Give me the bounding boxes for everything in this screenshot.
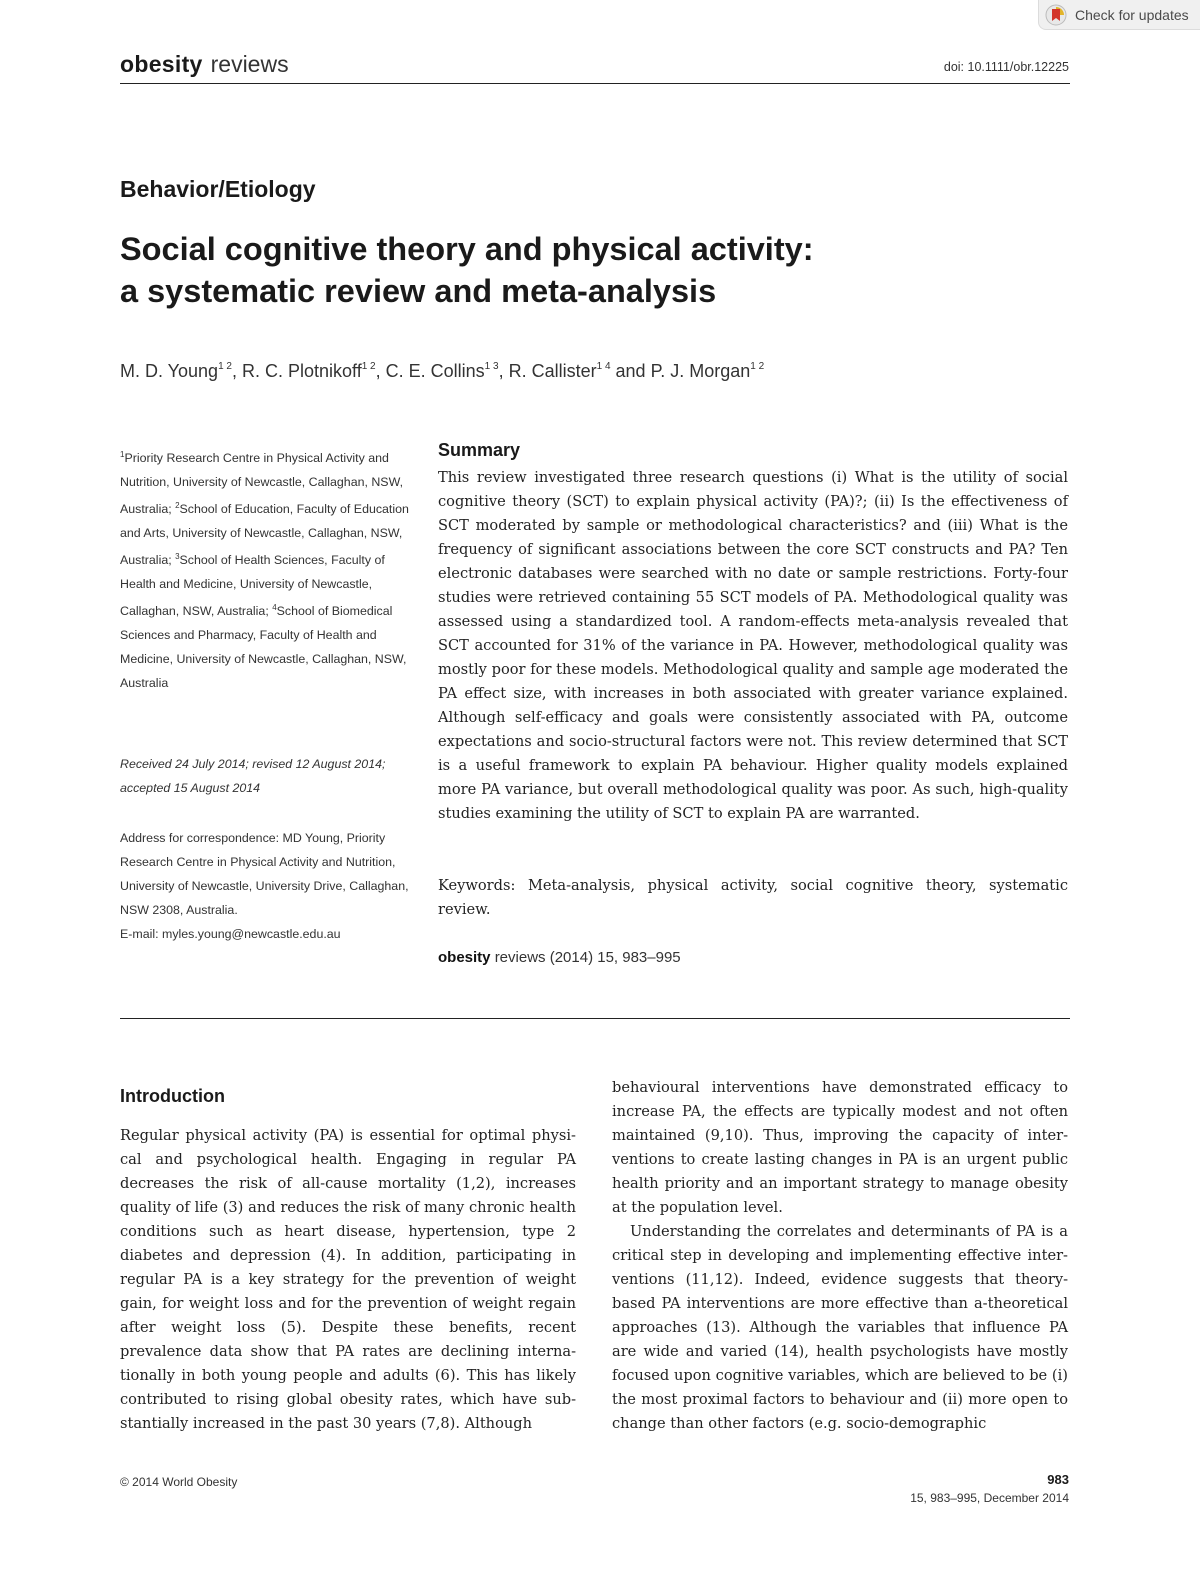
affiliation-text: School of Health Sciences, Faculty of Health and Medicine, University of Newcastle, Callaghan, NSW, Australia; — [120, 553, 385, 618]
introduction-heading: Introduction — [120, 1086, 225, 1106]
affiliations — [120, 443, 412, 695]
check-for-updates-label: Check for updates — [1075, 6, 1189, 23]
author-separator: , — [231, 361, 242, 381]
author-name: M. D. Young — [120, 361, 219, 381]
affiliation-marker: 2 — [175, 501, 180, 510]
summary-heading: Summary — [438, 440, 521, 460]
section-heading: Behavior/Etiology — [120, 176, 316, 202]
paragraph: behavioural interventions have demonstrated efficacy to increase PA, the effects are typically modest and not often maintained (9,10). Thus, improving the capacity of inter-ventions to create lasting changes in PA is an urgent public health priority and an important strategy to manage obesity at the population level. — [612, 1079, 1068, 1216]
body-column-left — [120, 1124, 576, 1436]
header-divider — [120, 83, 1070, 84]
author-name: R. Callister — [508, 361, 597, 381]
author-affiliation-marker: 1 3 — [484, 361, 499, 372]
citation-details: reviews (2014) 15, 983–995 — [494, 949, 681, 966]
issue-info: 15, 983–995, December 2014 — [910, 1491, 1069, 1505]
affiliation-text: School of Education, Faculty of Education and Arts, University of Newcastle, Callaghan, NSW, Australia; — [120, 502, 409, 567]
citation — [438, 946, 681, 970]
correspondence-address: Address for correspondence: MD Young, Priority Research Centre in Physical Activity and Nutrition, University of Newcastle, University Drive, Callaghan, NSW 2308, Australia. — [120, 831, 409, 917]
author-affiliation-marker: 1 2 — [218, 361, 232, 372]
author-separator: and — [610, 361, 651, 381]
article-title — [120, 228, 1070, 312]
affiliation-marker: 1 — [120, 450, 125, 459]
journal-name — [120, 50, 289, 78]
summary-text: This review investigated three research questions (i) What is the utility of social cognitive theory (SCT) to explain physical activity (PA)?; (ii) Is the effectiveness of SCT moderated by sample or methodological characteristics? and (iii) What is the frequency of significant associations between the core SCT constructs and PA? Ten electronic databases were searched with no date or sample restrictions. Forty-four studies were retrieved containing 55 SCT models of PA. Methodological quality was assessed using a standardized tool. A random-effects meta-analysis revealed that SCT accounted for 31% of the variance in PA. However, methodological quality was mostly poor for these models. Methodological quality and sample age moderated the PA effect size, with increases in both associated with greater variance explained. Although self-efficacy and goals were consistently associated with PA, outcome expectations and socio-structural factors were not. This review determined that SCT is a useful framework to explain PA behaviour. Higher quality models explained more PA variance, but overall methodological quality was poor. As such, high-quality studies examining the utility of SCT to explain PA are warranted. — [438, 469, 1068, 822]
article-title-line-1: Social cognitive theory and physical activity: — [120, 231, 814, 267]
author-name: P. J. Morgan — [650, 361, 751, 381]
check-for-updates-button[interactable] — [1038, 0, 1200, 30]
author-name: C. E. Collins — [385, 361, 485, 381]
paragraph: Regular physical activity (PA) is essential for optimal physi-cal and psychological health. Engaging in regular PA decreases the risk of all-cause mortality (1,2), increases quality of life (3) and reduces the risk of many chronic health conditions such as heart disease, hypertension, type 2 diabetes and depression (4). In addition, participating in regular PA is a key strategy for the prevention of weight gain, for weight loss and for the prevention of weight regain after weight loss (5). Despite these benefits, recent prevalence data show that PA rates are declining interna-tionally in both young people and adults (6). This has likely contributed to rising global obesity rates, which have sub-stantially increased in the past 30 years (7,8). Although — [120, 1127, 576, 1432]
doi[interactable]: doi: 10.1111/obr.12225 — [943, 60, 1069, 74]
affiliation-marker: 4 — [272, 603, 277, 612]
affiliation-text: Priority Research Centre in Physical Activity and Nutrition, University of Newcastle, Callaghan, NSW, Australia; — [120, 451, 404, 516]
correspondence — [120, 826, 412, 946]
journal-name-regular: reviews — [210, 51, 289, 77]
section-divider — [120, 1018, 1070, 1019]
author-affiliation-marker: 1 4 — [596, 361, 611, 372]
affiliation-text: School of Biomedical Sciences and Pharmacy, Faculty of Health and Medicine, University of Newcastle, Callaghan, NSW, Australia — [120, 604, 407, 690]
author-name: R. C. Plotnikoff — [242, 361, 362, 381]
received-dates: Received 24 July 2014; revised 12 August 2014; accepted 15 August 2014 — [120, 757, 386, 795]
citation-journal-bold: obesity — [438, 949, 491, 966]
author-affiliation-marker: 1 2 — [750, 361, 765, 372]
copyright: © 2014 World Obesity — [120, 1475, 238, 1489]
author-list — [120, 354, 764, 384]
keywords-label: Keywords: — [438, 877, 516, 894]
keywords — [438, 874, 1068, 922]
article-title-line-2: a systematic review and meta-analysis — [120, 273, 717, 309]
journal-name-bold: obesity — [120, 51, 203, 77]
body-column-right — [612, 1076, 1068, 1436]
affiliation-marker: 3 — [175, 552, 180, 561]
author-separator: , — [498, 361, 509, 381]
page-number: 983 — [1047, 1472, 1069, 1487]
correspondence-email[interactable]: E-mail: myles.young@newcastle.edu.au — [120, 927, 341, 941]
paragraph: Understanding the correlates and determinants of PA is a critical step in developing and implementing effective inter-ventions (11,12). Indeed, evidence suggests that theory-based PA interventions are more effective than a-theoretical approaches (13). Although the variables that influence PA are wide and varied (14), health psychologists have mostly focused upon cognitive variables, which are believed to be (i) the most proximal factors to behaviour and (ii) more open to change than other factors (e.g. socio-demographic — [612, 1223, 1068, 1432]
author-affiliation-marker: 1 2 — [361, 361, 376, 372]
author-separator: , — [375, 361, 386, 381]
crossmark-icon — [1045, 4, 1067, 26]
keywords-list: Meta-analysis, physical activity, social cognitive theory, systematic review. — [438, 877, 1069, 918]
